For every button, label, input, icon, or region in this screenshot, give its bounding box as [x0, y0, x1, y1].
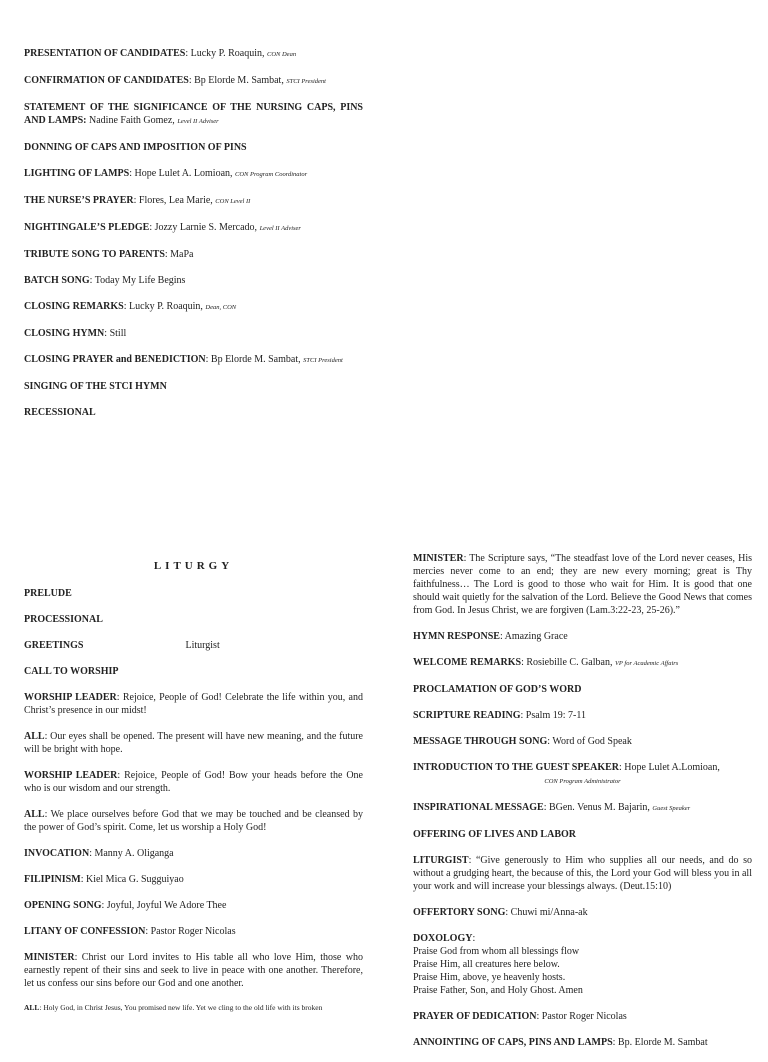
inspirational-message [413, 801, 752, 815]
doxology-line: Praise Him, all creatures here below. [413, 959, 560, 970]
item-label: WORSHIP LEADER [24, 770, 118, 781]
item-label: ALL [24, 731, 45, 742]
item-label: PRAYER OF DEDICATION [413, 1011, 537, 1022]
item-text: : Bp. Elorde M. Sambat [612, 1037, 708, 1048]
item-text: : Rosiebille C. Galban, [521, 657, 615, 668]
item-label: LITANY OF CONFESSION [24, 926, 146, 937]
liturgy-item [24, 1003, 363, 1013]
program-item [24, 221, 363, 235]
item-label: NIGHTINGALE’S PLEDGE [24, 222, 150, 233]
item-role: STCI President [303, 357, 343, 364]
item-text: : Bp Elorde M. Sambat, [205, 354, 304, 365]
item-role: Dean, CON [205, 304, 237, 311]
doxology-line: Praise Father, Son, and Holy Ghost. Amen [413, 985, 583, 996]
item-text: : BGen. Venus M. Bajarin, [543, 802, 653, 813]
intro-guest-speaker [413, 761, 752, 788]
item-text: : Bp Elorde M. Sambat, [188, 75, 287, 86]
item-text: : Hope Lulet A. Lomioan, [129, 168, 236, 179]
item-text: : The Scripture says, “The steadfast love of the Lord never ceases, His mercies never come to an end; they are new every morning; great is Thy faithfulness… The Lord is good to those who wait for Him. It is good that one should wait quietly for the salvation of the Lord. Believe the Good News that comes from God. In Jesus Christ, we are forgiven (Lam.3:22-23, 25-26).” [413, 553, 752, 616]
item-label: LIGHTING OF LAMPS [24, 168, 130, 179]
liturgist-offering [413, 854, 752, 893]
scripture-reading [413, 709, 752, 722]
program-item [24, 101, 363, 128]
item-text: : Pastor Roger Nicolas [536, 1011, 627, 1022]
item-text: : Pastor Roger Nicolas [145, 926, 236, 937]
item-text: : Joyful, Joyful We Adore Thee [101, 900, 227, 911]
item-label: CLOSING REMARKS [24, 301, 124, 312]
item-text: : MaPa [164, 249, 194, 260]
item-label: THE NURSE’S PRAYER [24, 195, 134, 206]
item-label: INTRODUCTION TO THE GUEST SPEAKER [413, 762, 619, 773]
item-label: BATCH SONG [24, 275, 90, 286]
greetings [24, 639, 363, 652]
item-role: Level II Adviser [177, 118, 219, 125]
hymn-response [413, 630, 752, 643]
item-role: CON Level II [215, 198, 251, 205]
item-label: MINISTER [413, 553, 464, 564]
greetings-label: GREETINGS [24, 640, 84, 651]
anointing [413, 1036, 752, 1049]
liturgy-item [24, 730, 363, 756]
welcome-remarks [413, 656, 752, 670]
item-label: STATEMENT OF THE SIGNIFICANCE OF THE NURSING CAPS, PINS AND LAMPS: [24, 102, 363, 126]
item-label: CLOSING PRAYER and BENEDICTION [24, 354, 206, 365]
item-label: FILIPINISM [24, 874, 81, 885]
item-label: ALL [24, 809, 45, 820]
program-item [24, 274, 363, 287]
item-label: INSPIRATIONAL MESSAGE [413, 802, 544, 813]
program-item [24, 380, 363, 393]
program-continuation [24, 47, 363, 432]
item-label: DOXOLOGY [413, 933, 473, 944]
liturgy-item [24, 873, 363, 886]
liturgy-item [24, 899, 363, 912]
call-to-worship: CALL TO WORSHIP [24, 666, 119, 677]
item-text: : Kiel Mica G. Sugguiyao [80, 874, 184, 885]
doxology [413, 932, 752, 997]
item-label: SCRIPTURE READING [413, 710, 521, 721]
prelude: PRELUDE [24, 588, 72, 599]
item-role: Level II Adviser [259, 225, 301, 232]
item-label: ALL [24, 1003, 40, 1012]
item-text: : Rejoice, People of God! Celebrate the life within you, and Christ’s presence in our midst! [24, 692, 363, 716]
liturgy-item [24, 691, 363, 717]
minister-assurance [413, 552, 752, 617]
program-item [24, 406, 363, 419]
liturgy-item [24, 951, 363, 990]
offering: OFFERING OF LIVES AND LABOR [413, 829, 576, 840]
item-label: DONNING OF CAPS AND IMPOSITION OF PINS [24, 142, 247, 153]
liturgy-item [24, 925, 363, 938]
item-text: : Manny A. Oliganga [89, 848, 174, 859]
item-label: CONFIRMATION OF CANDIDATES [24, 75, 189, 86]
program-item [24, 141, 363, 154]
item-text: : We place ourselves before God that we may be touched and be cleansed by the power of God’s spirit. Come, let us worship a Holy God! [24, 809, 363, 833]
item-text: : Jozzy Larnie S. Mercado, [149, 222, 260, 233]
processional: PROCESSIONAL [24, 614, 103, 625]
item-label: SINGING OF THE STCI HYMN [24, 381, 167, 392]
item-label: TRIBUTE SONG TO PARENTS [24, 249, 165, 260]
item-role: CON Dean [267, 51, 297, 58]
item-role: Guest Speaker [652, 805, 691, 812]
item-label: MINISTER [24, 952, 75, 963]
item-text: Nadine Faith Gomez, [86, 115, 178, 126]
item-label: HYMN RESPONSE [413, 631, 500, 642]
item-label: ANNOINTING OF CAPS, PINS AND LAMPS [413, 1037, 613, 1048]
item-text: : Rejoice, People of God! Bow your heads before the One who is our wisdom and our strength. [24, 770, 363, 794]
liturgy-column [24, 560, 363, 1026]
program-item [24, 74, 363, 88]
item-label: LITURGIST [413, 855, 469, 866]
offertory-song [413, 906, 752, 919]
item-label: INVOCATION [24, 848, 90, 859]
item-colon: : [472, 933, 476, 944]
proclamation: PROCLAMATION OF GOD’S WORD [413, 684, 582, 695]
item-text: : Chuwi mi/Anna-ak [505, 907, 588, 918]
program-item [24, 194, 363, 208]
item-text: : Psalm 19: 7-11 [520, 710, 586, 721]
program-item [24, 47, 363, 61]
item-label: MESSAGE THROUGH SONG [413, 736, 548, 747]
item-text: : Our eyes shall be opened. The present will have new meaning, and the future will be bright with hope. [24, 731, 363, 755]
liturgy-item [24, 808, 363, 834]
item-label: WELCOME REMARKS [413, 657, 522, 668]
item-role: STCI President [286, 78, 326, 85]
item-role: CON Program Coordinator [235, 171, 308, 178]
liturgy-title: LITURGY [153, 560, 234, 572]
item-text: : “Give generously to Him who supplies all our needs, and do so without a grudging heart, the because of this, the Lord your God will bless you in all your work and will increase your blessings always. (Deut.15:10) [413, 855, 752, 892]
liturgy-item [24, 847, 363, 860]
message-through-song [413, 735, 752, 748]
item-label: OPENING SONG [24, 900, 102, 911]
item-role: CON Program Administrator [544, 778, 621, 785]
liturgy-item [24, 769, 363, 795]
item-label: RECESSIONAL [24, 407, 96, 418]
doxology-line: Praise Him, above, ye heavenly hosts. [413, 972, 566, 983]
item-label: WORSHIP LEADER [24, 692, 117, 703]
item-text: : Word of God Speak [547, 736, 632, 747]
program-item [24, 248, 363, 261]
item-text: : Holy God, in Christ Jesus, You promised new life. Yet we cling to the old life with its broken [39, 1003, 323, 1012]
program-item [24, 300, 363, 314]
liturgy-column-right [413, 552, 752, 1062]
item-text: : Amazing Grace [499, 631, 568, 642]
item-text: : Lucky P. Roaquin, [123, 301, 206, 312]
item-label: CLOSING HYMN [24, 328, 105, 339]
program-item [24, 353, 363, 367]
prayer-of-dedication [413, 1010, 752, 1023]
item-text: : Lucky P. Roaquin, [185, 48, 267, 59]
doxology-line: Praise God from whom all blessings flow [413, 946, 580, 957]
program-item [24, 167, 363, 181]
item-text: : Flores, Lea Marie, [133, 195, 216, 206]
item-text: : Still [104, 328, 127, 339]
item-role: VP for Academic Affairs [614, 660, 679, 667]
item-label: OFFERTORY SONG [413, 907, 506, 918]
item-label: PRESENTATION OF CANDIDATES [24, 48, 186, 59]
greetings-by: Liturgist [185, 640, 220, 651]
item-text: : Hope Lulet A.Lomioan, [619, 762, 720, 773]
item-text: : Christ our Lord invites to His table all who love Him, those who earnestly repent of their sins and seek to live in peace with one another. Therefore, let us confess our sins before our God and one another. [24, 952, 363, 989]
item-text: : Today My Life Begins [89, 275, 186, 286]
program-item [24, 327, 363, 340]
